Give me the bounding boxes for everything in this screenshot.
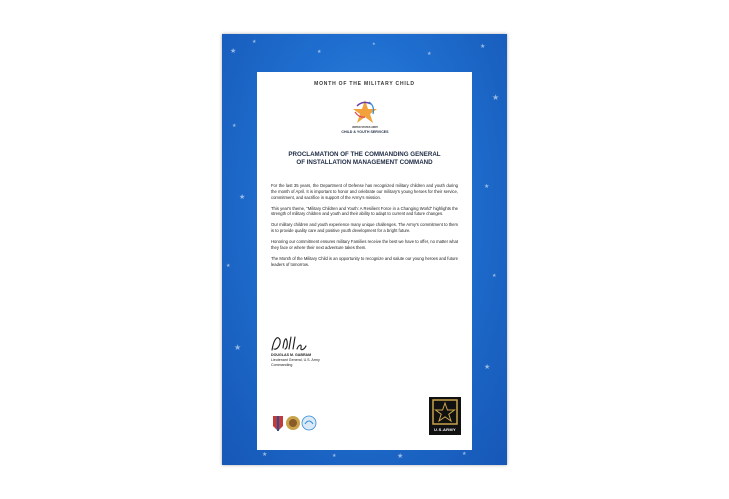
page-header: MONTH OF THE MILITARY CHILD bbox=[314, 81, 415, 87]
family-morale-seal-icon bbox=[286, 416, 300, 430]
proclamation-page bbox=[257, 72, 472, 450]
us-army-logo bbox=[429, 397, 461, 435]
body-paragraph: This year's theme, "Military Children and Youth: A Resilient Force in a Changing World" highlights the strength of military children and youth and their ability to adapt to current and future changes. bbox=[271, 205, 458, 217]
signatory-name: DOUGLAS M. GABRAM bbox=[271, 353, 312, 357]
army-logo-text: U.S.ARMY bbox=[434, 427, 456, 432]
star-icon: ★ bbox=[239, 193, 246, 201]
star-icon: ★ bbox=[234, 343, 242, 352]
star-icon: ★ bbox=[232, 123, 237, 129]
star-icon: ★ bbox=[397, 452, 404, 460]
star-icon: ★ bbox=[372, 41, 376, 46]
signatory-rank: Lieutenant General, U.S. Army bbox=[271, 358, 320, 363]
body-paragraph: For the last 35 years, the Department of Defense has recognized military children and youth during the month of April. It is important to honor and celebrate our military's young heroes for their service, commitment, and sacrifice in support of the Army's mission. bbox=[271, 183, 458, 200]
logo-text-top: UNITED STATES ARMY bbox=[351, 126, 379, 129]
title-line-1: PROCLAMATION OF THE COMMANDING GENERAL bbox=[288, 151, 441, 158]
star-icon: ★ bbox=[427, 51, 432, 57]
title-line-2: OF INSTALLATION MANAGEMENT COMMAND bbox=[296, 159, 433, 167]
star-icon: ★ bbox=[480, 43, 486, 50]
proclamation-title bbox=[271, 151, 458, 167]
star-icon: ★ bbox=[332, 453, 337, 459]
child-youth-services-logo bbox=[335, 98, 395, 138]
star-icon: ★ bbox=[230, 47, 237, 55]
star-icon: ★ bbox=[252, 39, 257, 45]
imcom-seal-icon bbox=[273, 416, 283, 431]
star-icon: ★ bbox=[226, 263, 231, 269]
body-paragraph: Our military children and youth experience many unique challenges. The Army's commitment to them is to provide quality care and positive youth development for a bright future. bbox=[271, 222, 458, 234]
signature-block bbox=[271, 353, 320, 368]
army-star-icon bbox=[429, 397, 461, 427]
footer-seals bbox=[269, 412, 339, 434]
star-icon: ★ bbox=[484, 183, 490, 190]
body-paragraph: The Month of the Military Child is an opportunity to recognize and salute our young heroes and future leaders of tomorrow. bbox=[271, 255, 458, 267]
proclamation-poster bbox=[222, 34, 507, 465]
body-paragraph: Honoring our commitment ensures military Families receive the best we have to offer, no matter what they face or where their next adventure takes them. bbox=[271, 239, 458, 250]
star-burst-icon bbox=[353, 100, 377, 123]
star-icon: ★ bbox=[484, 363, 491, 371]
proclamation-body bbox=[271, 183, 458, 273]
star-icon: ★ bbox=[492, 273, 497, 279]
cys-seal-icon bbox=[302, 416, 316, 430]
star-icon: ★ bbox=[262, 451, 268, 458]
handwritten-signature bbox=[269, 332, 309, 354]
star-icon: ★ bbox=[317, 49, 322, 55]
star-icon: ★ bbox=[462, 451, 467, 457]
star-icon: ★ bbox=[492, 93, 500, 102]
logo-text-main: CHILD & YOUTH SERVICES bbox=[341, 130, 389, 134]
signatory-role: Commanding bbox=[271, 363, 293, 368]
